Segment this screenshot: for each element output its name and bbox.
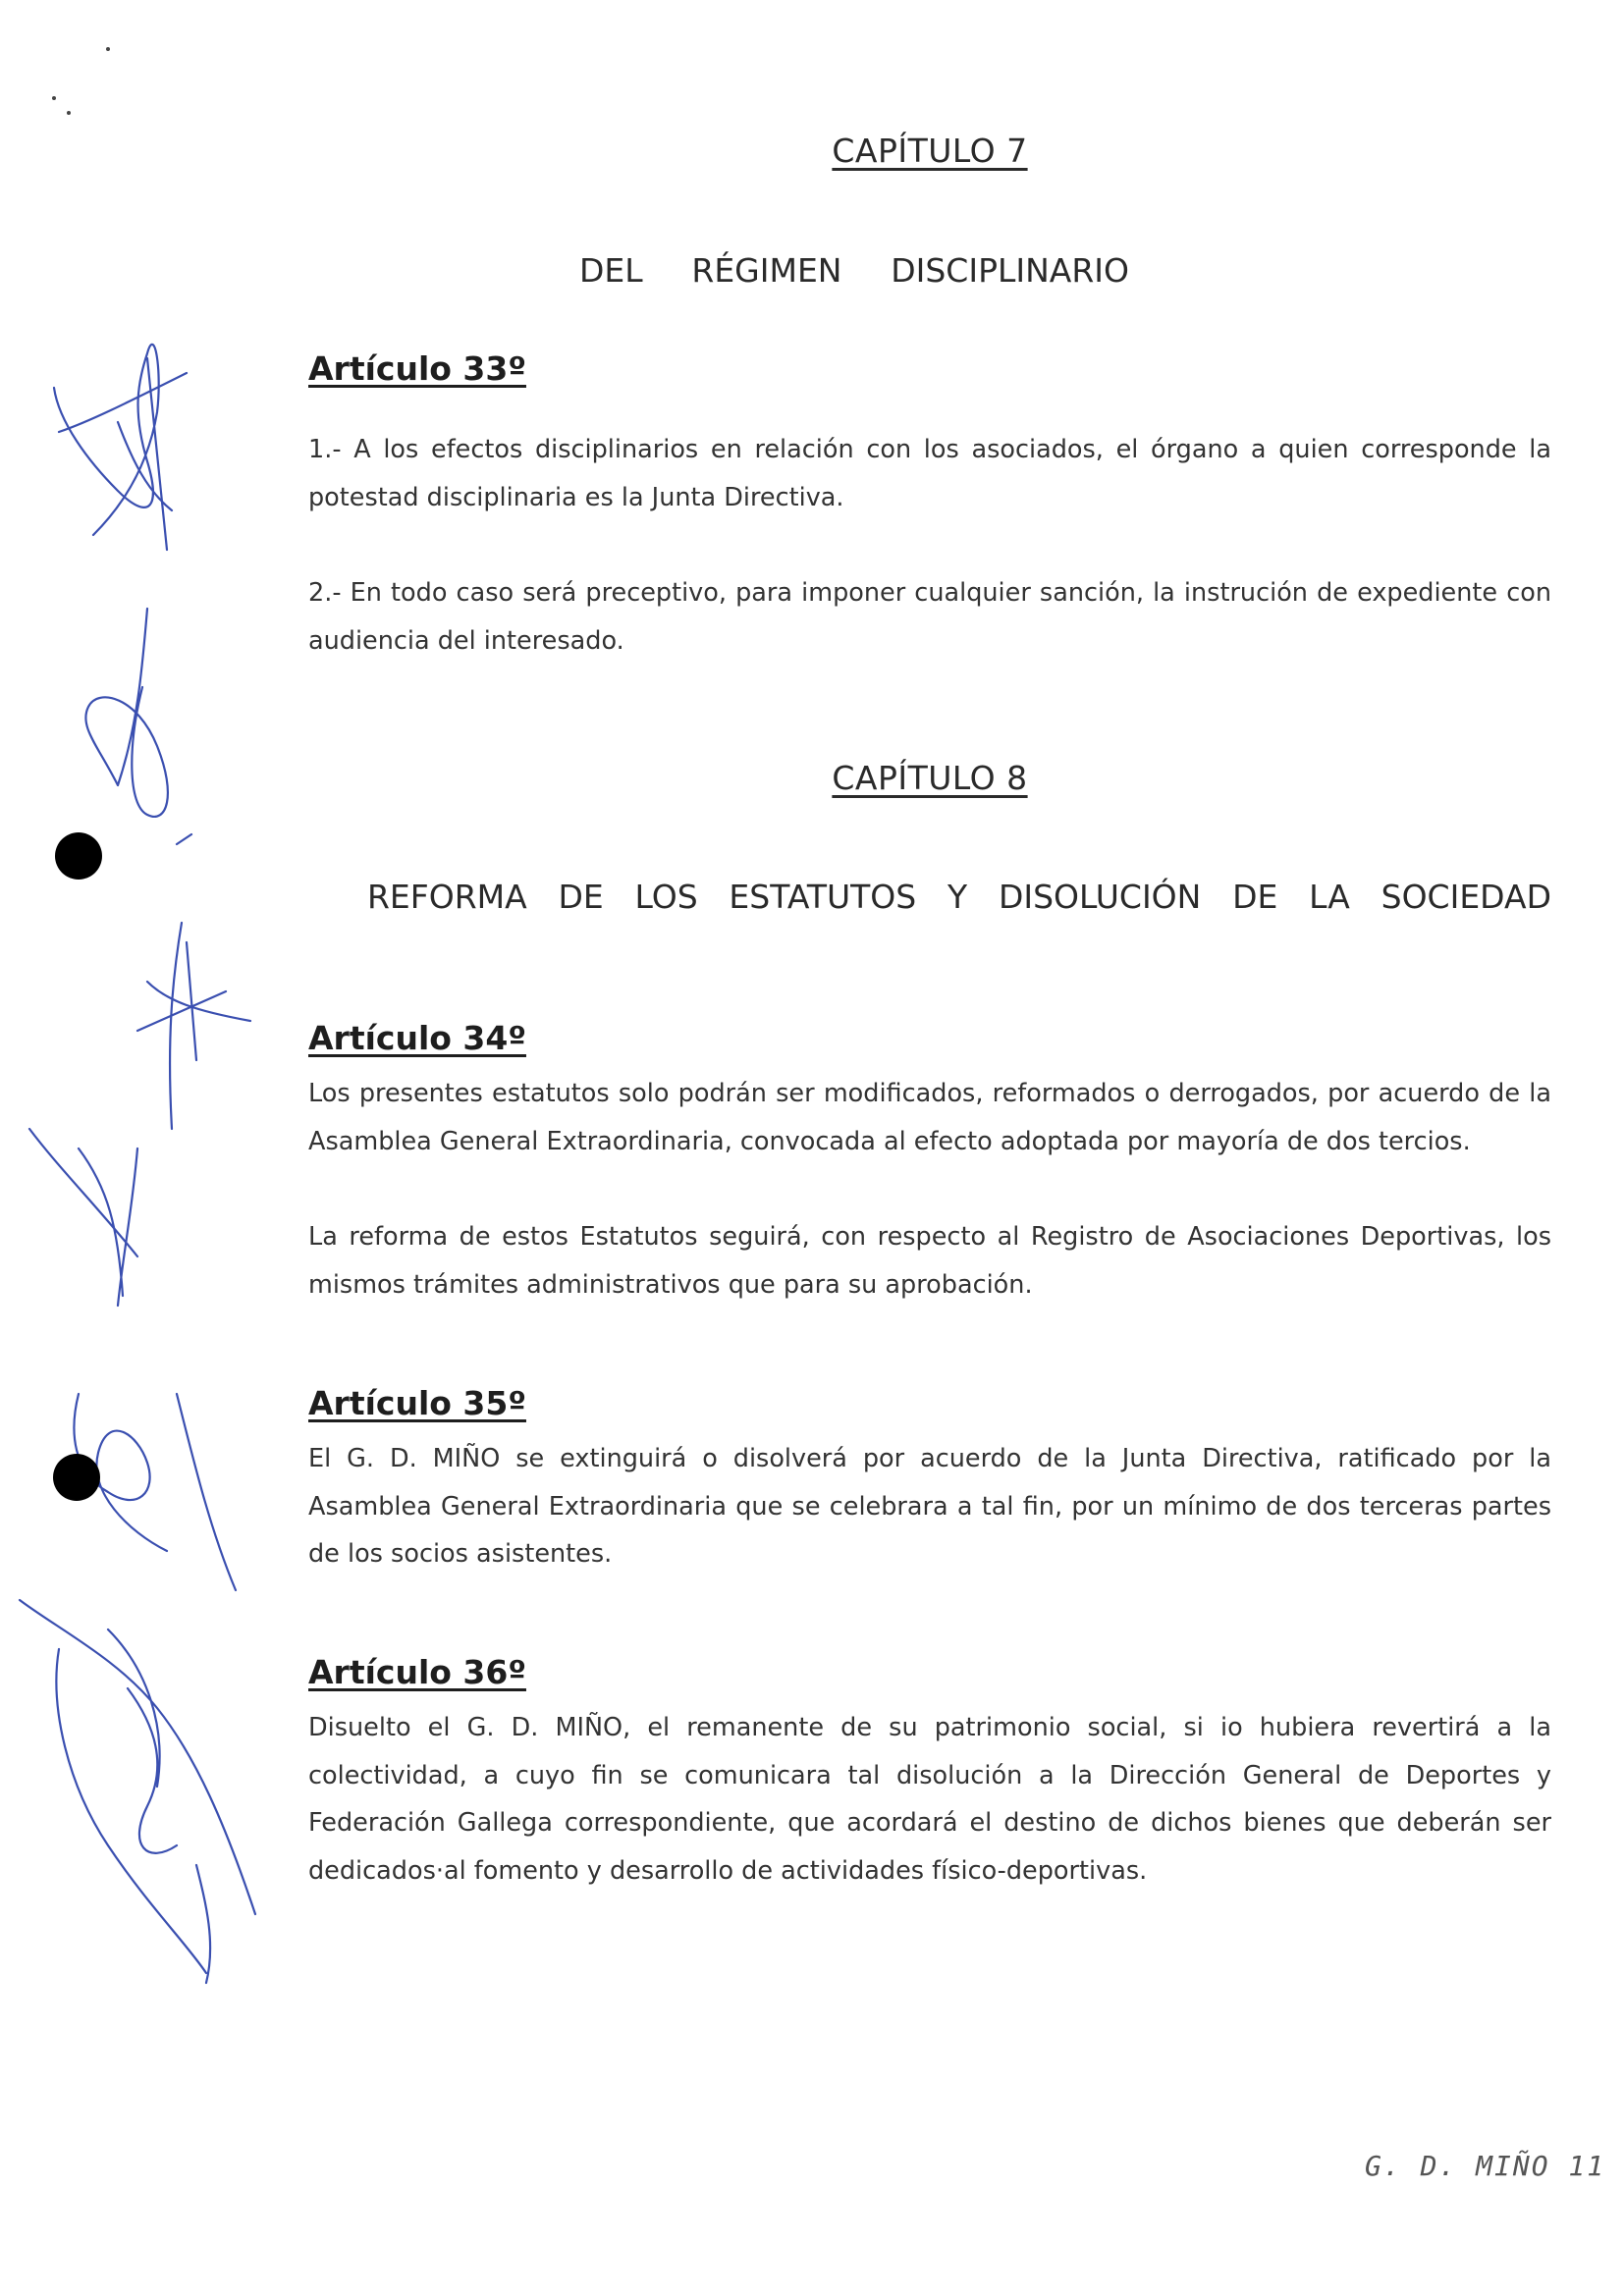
chapter8-title-word: LOS <box>634 878 698 916</box>
chapter7-title <box>579 251 1129 290</box>
margin-signatures <box>0 0 295 2296</box>
chapter7-title-word: DEL <box>579 251 643 290</box>
article-36-heading: Artículo 36º <box>308 1653 526 1691</box>
punch-hole-1 <box>55 832 102 880</box>
signature-2 <box>85 609 191 844</box>
punch-hole-2 <box>53 1454 100 1501</box>
chapter8-title-word: LA <box>1309 878 1350 916</box>
chapter8-label-text: CAPÍTULO 8 <box>832 759 1028 797</box>
chapter7-title-word: RÉGIMEN <box>691 251 842 290</box>
chapter8-title-word: DISOLUCIÓN <box>998 878 1202 916</box>
article-33-heading: Artículo 33º <box>308 349 526 388</box>
chapter8-title-word: REFORMA <box>367 878 527 916</box>
chapter7-label-text: CAPÍTULO 7 <box>832 132 1028 170</box>
article-34-paragraph-2: La reforma de estos Estatutos seguirá, con respecto al Registro de Asociaciones Deportivas, los mismos trámites administrativos que para su aprobación. <box>308 1222 1551 1300</box>
chapter8-title-word: DE <box>1232 878 1278 916</box>
signature-1 <box>54 345 187 550</box>
signature-6 <box>20 1600 255 1983</box>
signature-5 <box>74 1394 236 1590</box>
chapter8-title-word: ESTATUTOS <box>729 878 917 916</box>
chapter8-title-word: SOCIEDAD <box>1380 878 1551 916</box>
chapter8-title-word: Y <box>947 878 968 916</box>
article-34-paragraph-1: Los presentes estatutos solo podrán ser modificados, reformados o derrogados, por acuerdo de la Asamblea General Extraordinaria, convocada al efecto adoptada por mayoría de dos tercios. <box>308 1079 1551 1156</box>
article-35-heading: Artículo 35º <box>308 1384 526 1422</box>
article-33-paragraph-1: 1.- A los efectos disciplinarios en relación con los asociados, el órgano a quien corresponde la potestad disciplinaria es la Junta Directiva. <box>308 435 1551 512</box>
chapter8-label <box>308 759 1551 797</box>
chapter8-title-word: DE <box>558 878 604 916</box>
page-footer: G. D. MIÑO 11 <box>1365 2150 1606 2182</box>
article-35-paragraph-1: El G. D. MIÑO se extinguirá o disolverá por acuerdo de la Junta Directiva, ratificado por la Asamblea General Extraordinaria que se celebrara a tal fin, por un mínimo de dos terceras partes de los socios asistentes. <box>308 1444 1551 1569</box>
article-33-paragraph-2: 2.- En todo caso será preceptivo, para imponer cualquier sanción, la instrución de expediente con audiencia del interesado. <box>308 578 1551 656</box>
chapter8-title <box>367 878 1551 916</box>
article-36-paragraph-1: Disuelto el G. D. MIÑO, el remanente de su patrimonio social, si io hubiera revertirá a la colectividad, a cuyo fin se comunicara tal disolución a la Dirección General de Deportes y Federación Gallega correspondiente, que acordará el destino de dichos bienes que deberán ser dedicados·al fomento y desarrollo de actividades físico-deportivas. <box>308 1713 1551 1886</box>
article-34-heading: Artículo 34º <box>308 1019 526 1057</box>
chapter7-label <box>308 132 1551 170</box>
signature-3 <box>137 923 250 1129</box>
chapter7-title-word: DISCIPLINARIO <box>891 251 1129 290</box>
signature-4 <box>29 1129 137 1306</box>
